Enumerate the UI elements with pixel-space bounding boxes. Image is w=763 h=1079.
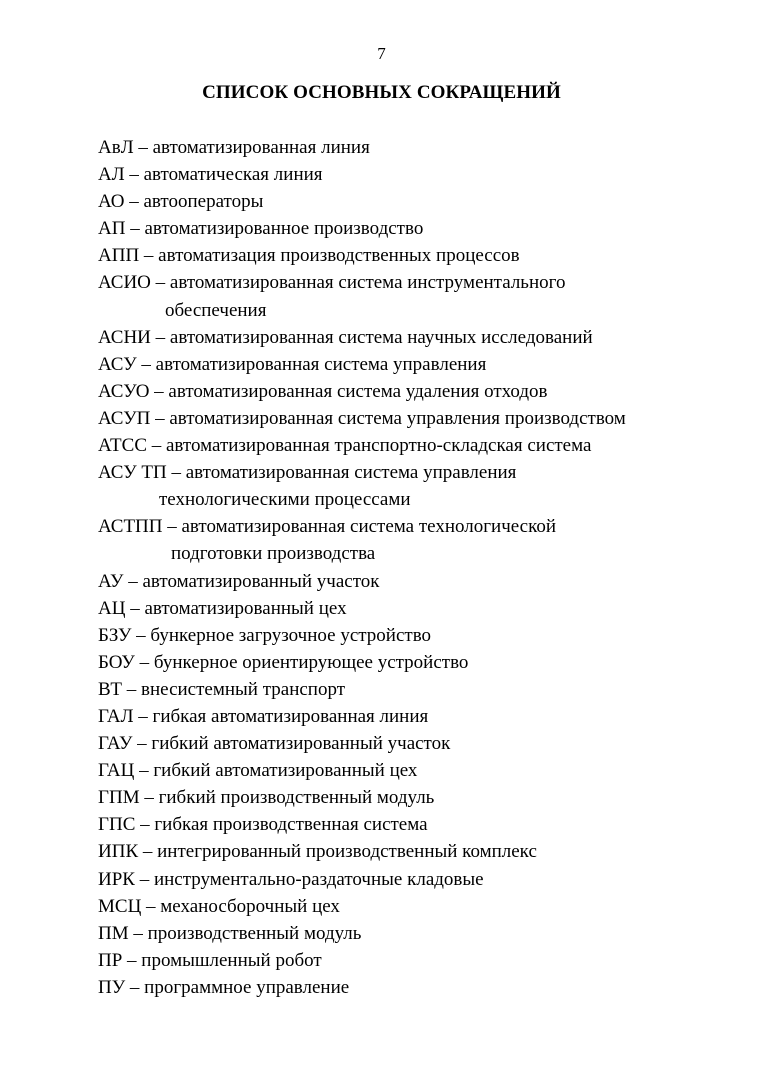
abbreviation-continuation-line: обеспечения bbox=[165, 299, 267, 321]
abbreviation-entry: АЛ – автоматическая линия bbox=[98, 164, 323, 186]
abbreviation-entry: ГАЛ – гибкая автоматизированная линия bbox=[98, 705, 429, 727]
abbreviation-entry: ПМ – производственный модуль bbox=[98, 922, 362, 944]
page-number: 7 bbox=[377, 44, 386, 63]
abbreviation-entry: ГПМ – гибкий производственный модуль bbox=[98, 787, 435, 809]
abbreviation-entry: ГПС – гибкая производственная система bbox=[98, 814, 428, 836]
page-title: СПИСОК ОСНОВНЫХ СОКРАЩЕНИЙ bbox=[202, 82, 561, 103]
abbreviation-continuation-line: подготовки производства bbox=[171, 543, 376, 565]
abbreviation-entry: ПУ – программное управление bbox=[98, 976, 350, 998]
abbreviation-entry: ГАЦ – гибкий автоматизированный цех bbox=[98, 760, 418, 782]
abbreviation-entry: АТСС – автоматизированная транспортно-складская система bbox=[98, 435, 592, 457]
abbreviation-entry: АУ – автоматизированный участок bbox=[98, 570, 380, 592]
abbreviation-entry: БОУ – бункерное ориентирующее устройство bbox=[98, 651, 469, 673]
abbreviation-entry: ВТ – внесистемный транспорт bbox=[98, 678, 346, 700]
abbreviation-entry: МСЦ – механосборочный цех bbox=[98, 895, 340, 917]
abbreviation-entry: АСТПП – автоматизированная система технологической bbox=[98, 516, 557, 538]
abbreviation-entry: АСИО – автоматизированная система инструментального bbox=[98, 272, 566, 294]
abbreviation-entry: АО – автооператоры bbox=[98, 191, 264, 213]
abbreviation-entry: АЦ – автоматизированный цех bbox=[98, 597, 347, 619]
abbreviation-entry: АСУО – автоматизированная система удаления отходов bbox=[98, 380, 548, 402]
abbreviation-entry: ПР – промышленный робот bbox=[98, 949, 322, 971]
abbreviation-entry: АСУП – автоматизированная система управления производством bbox=[98, 407, 626, 429]
abbreviation-entry: ГАУ – гибкий автоматизированный участок bbox=[98, 733, 451, 755]
abbreviation-entry: АСУ ТП – автоматизированная система управления bbox=[98, 462, 517, 484]
abbreviation-list bbox=[98, 134, 738, 1001]
abbreviation-entry: ИПК – интегрированный производственный комплекс bbox=[98, 841, 537, 863]
abbreviation-entry: АПП – автоматизация производственных процессов bbox=[98, 245, 520, 267]
abbreviation-entry: АвЛ – автоматизированная линия bbox=[98, 137, 370, 158]
abbreviation-entry: БЗУ – бункерное загрузочное устройство bbox=[98, 624, 432, 646]
abbreviation-entry: АСУ – автоматизированная система управления bbox=[98, 353, 487, 375]
abbreviation-entry: АП – автоматизированное производство bbox=[98, 218, 424, 240]
abbreviation-continuation-line: технологическими процессами bbox=[159, 489, 411, 511]
abbreviation-entry: ИРК – инструментально-раздаточные кладовые bbox=[98, 868, 484, 890]
abbreviation-entry: АСНИ – автоматизированная система научных исследований bbox=[98, 326, 593, 348]
